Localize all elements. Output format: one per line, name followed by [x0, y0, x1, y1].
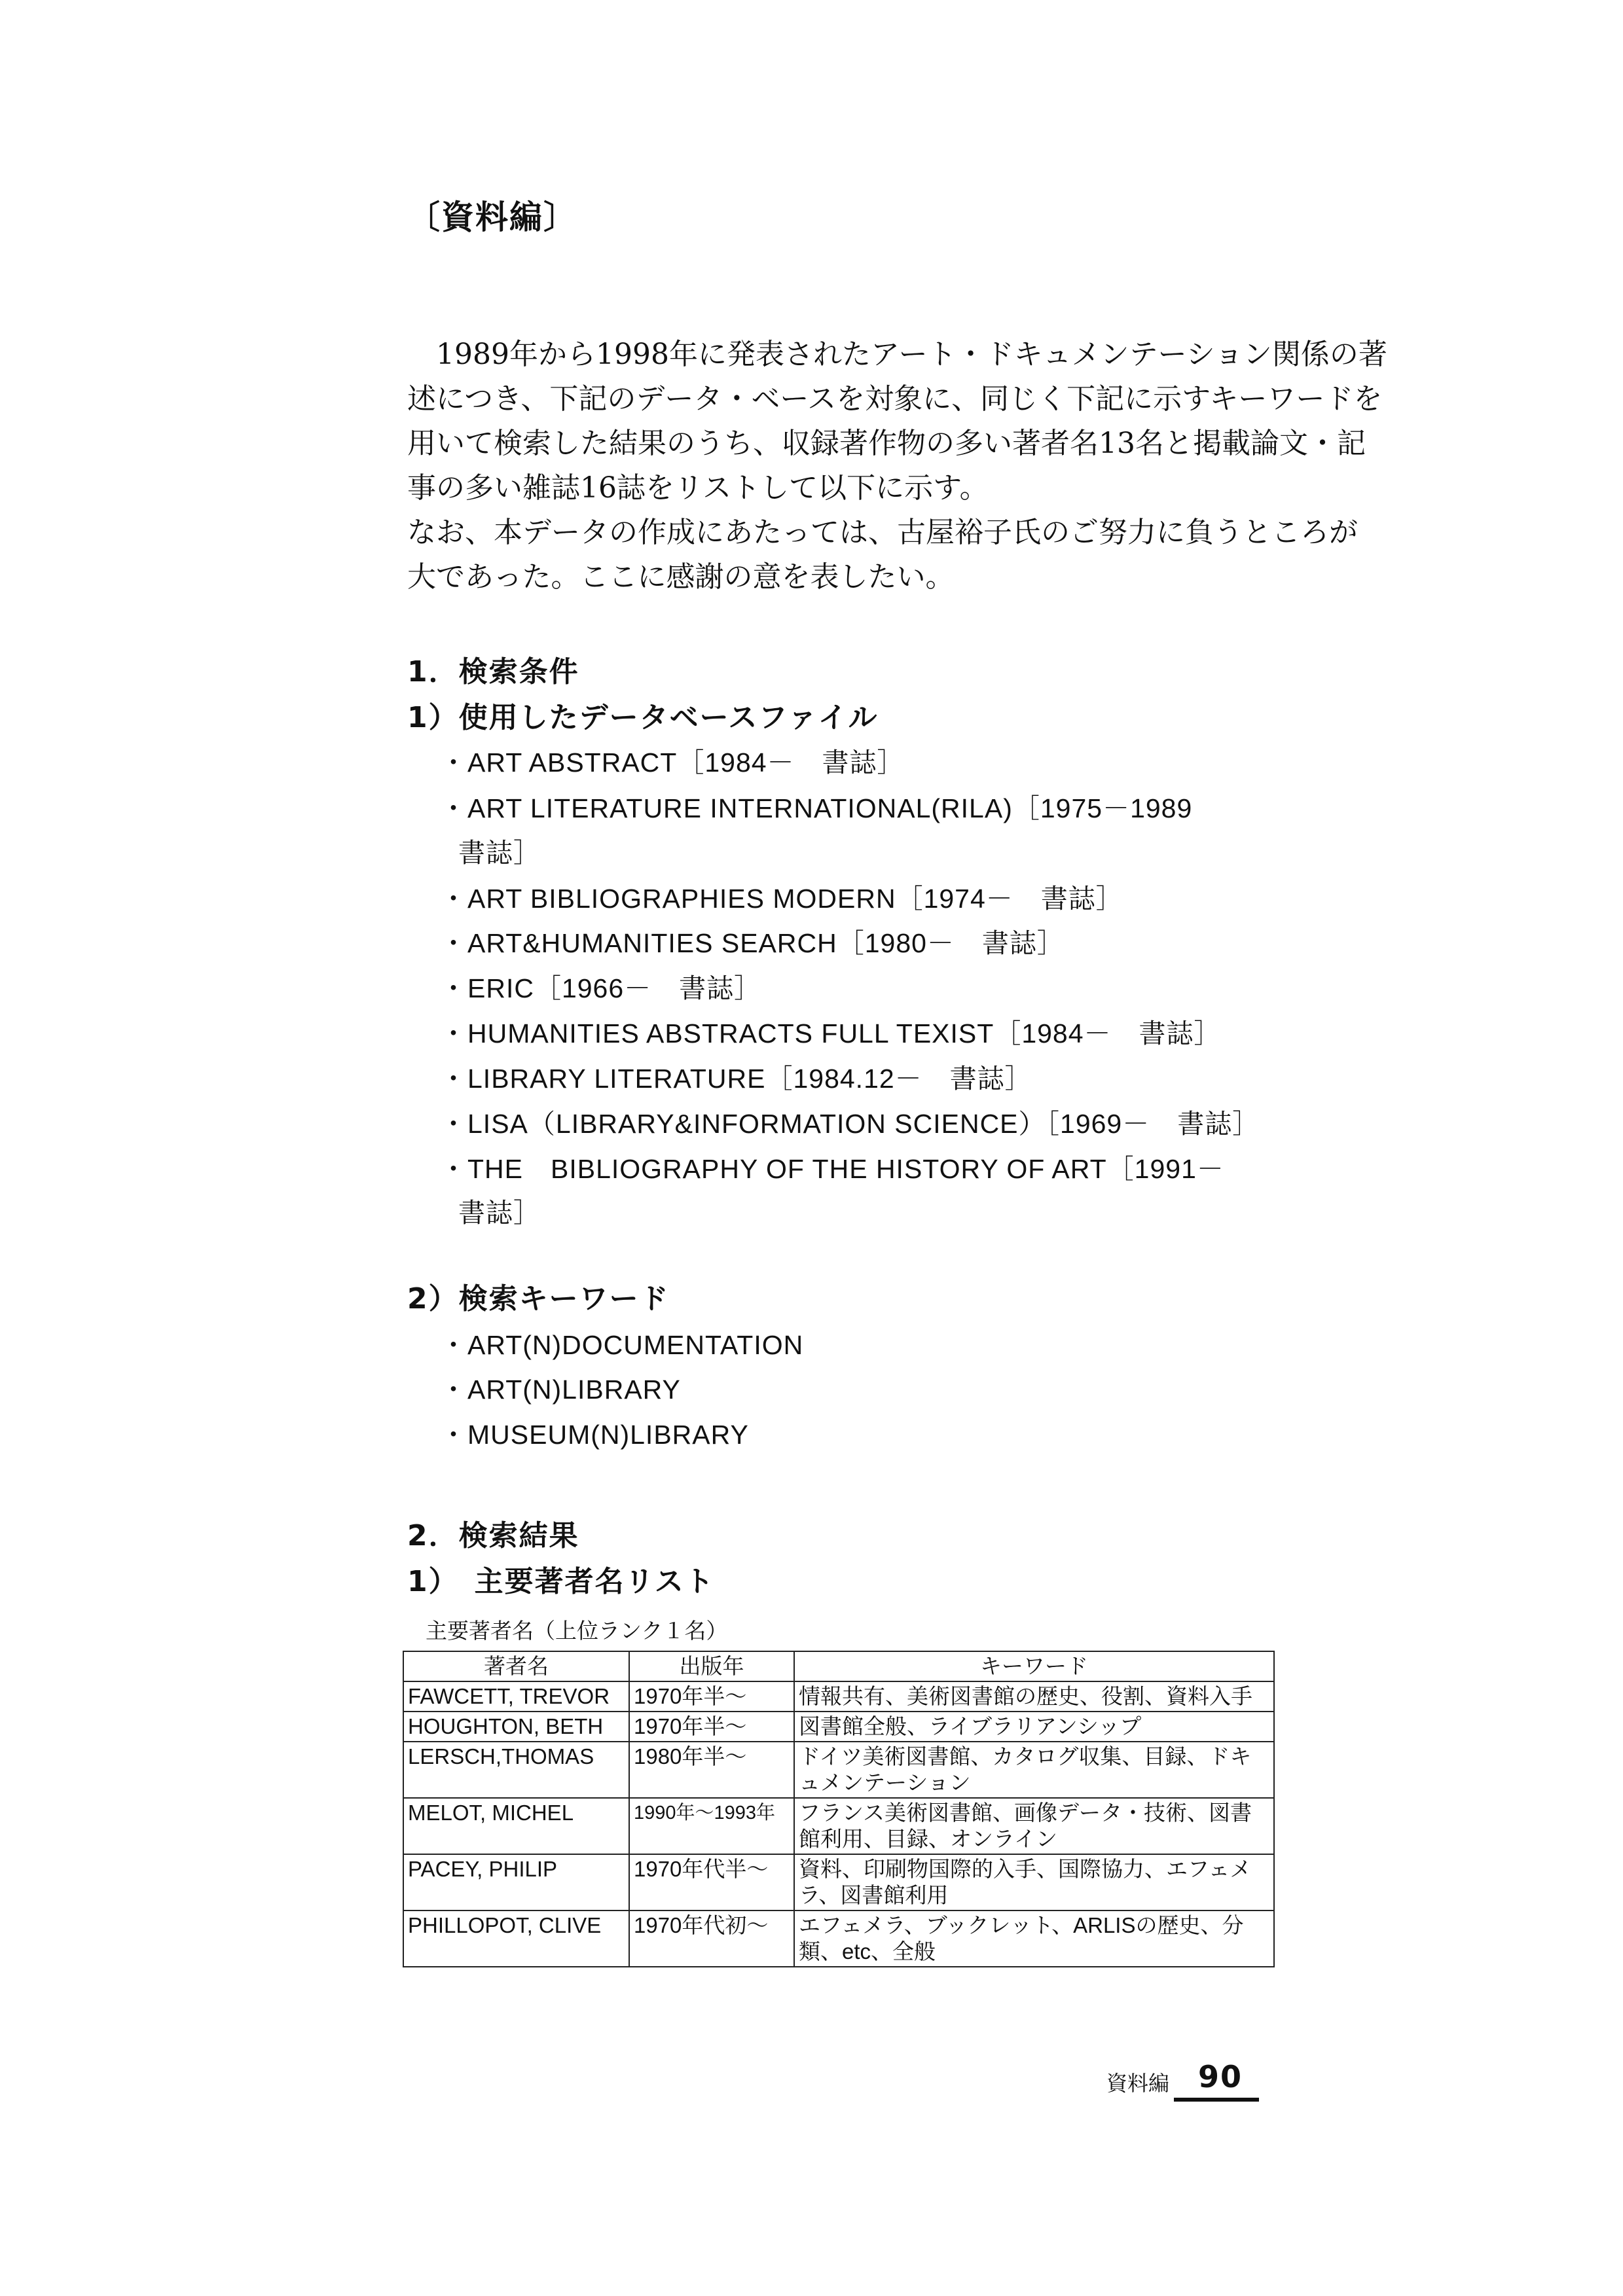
keywords-cell: エフェメラ、ブックレット、ARLISの歴史、分類、etc、全般 — [794, 1910, 1274, 1967]
intro-line: なお、本データの作成にあたっては、古屋裕子氏のご努力に負うところが — [407, 516, 1358, 549]
table-row — [403, 1681, 1274, 1712]
footer-label: 資料編 — [1106, 2071, 1170, 2096]
section-1-sub-1-title: 1）使用したデータベースファイル — [407, 701, 879, 734]
section-2-sub-1-title: 1） 主要著者名リスト — [407, 1565, 715, 1598]
keyword-list-item: ・ART(N)LIBRARY — [440, 1374, 681, 1405]
year-cell: 1980年半～ — [629, 1742, 794, 1798]
keywords-cell: 図書館全般、ライブラリアンシップ — [794, 1712, 1274, 1742]
year-cell: 1970年代半～ — [629, 1854, 794, 1910]
table-row — [403, 1798, 1274, 1854]
page-number: 90 — [1198, 2059, 1243, 2094]
section-1-sub-2-title: 2）検索キーワード — [407, 1282, 670, 1316]
database-list-item-continued: 書誌］ — [458, 838, 541, 868]
table-header-row — [403, 1651, 1274, 1681]
year-cell: 1970年代初～ — [629, 1910, 794, 1967]
column-header-author: 著者名 — [403, 1651, 629, 1681]
year-cell: 1990年～1993年 — [629, 1798, 794, 1854]
authors-table — [403, 1651, 1275, 1967]
section-2-title: 2．検索結果 — [407, 1519, 579, 1552]
database-list-item: ・ART&HUMANITIES SEARCH［1980－ 書誌］ — [440, 928, 1065, 958]
database-list-item: ・ART ABSTRACT［1984－ 書誌］ — [440, 747, 905, 778]
author-cell: PACEY, PHILIP — [403, 1854, 629, 1910]
keywords-cell: フランス美術図書館、画像データ・技術、図書館利用、目録、オンライン — [794, 1798, 1274, 1854]
database-list-item: ・ART BIBLIOGRAPHIES MODERN［1974－ 書誌］ — [440, 884, 1123, 914]
intro-line: 大であった。ここに感謝の意を表したい。 — [407, 560, 955, 594]
section-1-title: 1．検索条件 — [407, 655, 579, 689]
author-cell: LERSCH,THOMAS — [403, 1742, 629, 1798]
keywords-cell: ドイツ美術図書館、カタログ収集、目録、ドキュメンテーション — [794, 1742, 1274, 1798]
database-list-item-continued: 書誌］ — [458, 1198, 541, 1228]
table-row — [403, 1742, 1274, 1798]
database-list-item: ・THE BIBLIOGRAPHY OF THE HISTORY OF ART［1991－ — [440, 1154, 1224, 1184]
footer-rule — [1174, 2098, 1259, 2102]
database-list-item: ・LIBRARY LITERATURE［1984.12－ 書誌］ — [440, 1064, 1032, 1094]
column-header-keywords: キーワード — [794, 1651, 1274, 1681]
intro-line: 述につき、下記のデータ・ベースを対象に、同じく下記に示すキーワードを — [407, 382, 1383, 416]
page-title: 〔資料編〕 — [407, 198, 577, 236]
author-cell: MELOT, MICHEL — [403, 1798, 629, 1854]
table-row — [403, 1910, 1274, 1967]
table-row — [403, 1712, 1274, 1742]
database-list-item: ・HUMANITIES ABSTRACTS FULL TEXIST［1984－ 書誌］ — [440, 1018, 1222, 1049]
database-list-item: ・LISA（LIBRARY&INFORMATION SCIENCE）［1969－ 書誌］ — [440, 1109, 1260, 1139]
author-cell: HOUGHTON, BETH — [403, 1712, 629, 1742]
year-cell: 1970年半～ — [629, 1712, 794, 1742]
intro-paragraph-1 — [407, 332, 1387, 600]
database-list-item: ・ERIC［1966－ 書誌］ — [440, 973, 762, 1003]
table-row — [403, 1854, 1274, 1910]
author-cell: FAWCETT, TREVOR — [403, 1681, 629, 1712]
intro-line: 1989年から1998年に発表されたアート・ドキュメンテーション関係の著 — [436, 338, 1387, 371]
year-cell: 1970年半～ — [629, 1681, 794, 1712]
keywords-cell: 資料、印刷物国際的入手、国際協力、エフェメラ、図書館利用 — [794, 1854, 1274, 1910]
author-cell: PHILLOPOT, CLIVE — [403, 1910, 629, 1967]
keyword-list-item: ・ART(N)DOCUMENTATION — [440, 1330, 804, 1360]
keywords-cell: 情報共有、美術図書館の歴史、役割、資料入手 — [794, 1681, 1274, 1712]
column-header-year: 出版年 — [629, 1651, 794, 1681]
table-caption: 主要著者名（上位ランク１名） — [426, 1618, 728, 1643]
database-list-item: ・ART LITERATURE INTERNATIONAL(RILA)［1975－1989 — [440, 793, 1193, 823]
intro-line: 事の多い雑誌16誌をリストして以下に示す。 — [407, 471, 989, 505]
keyword-list-item: ・MUSEUM(N)LIBRARY — [440, 1420, 749, 1450]
intro-line: 用いて検索した結果のうち、収録著作物の多い著者名13名と掲載論文・記 — [407, 427, 1366, 460]
